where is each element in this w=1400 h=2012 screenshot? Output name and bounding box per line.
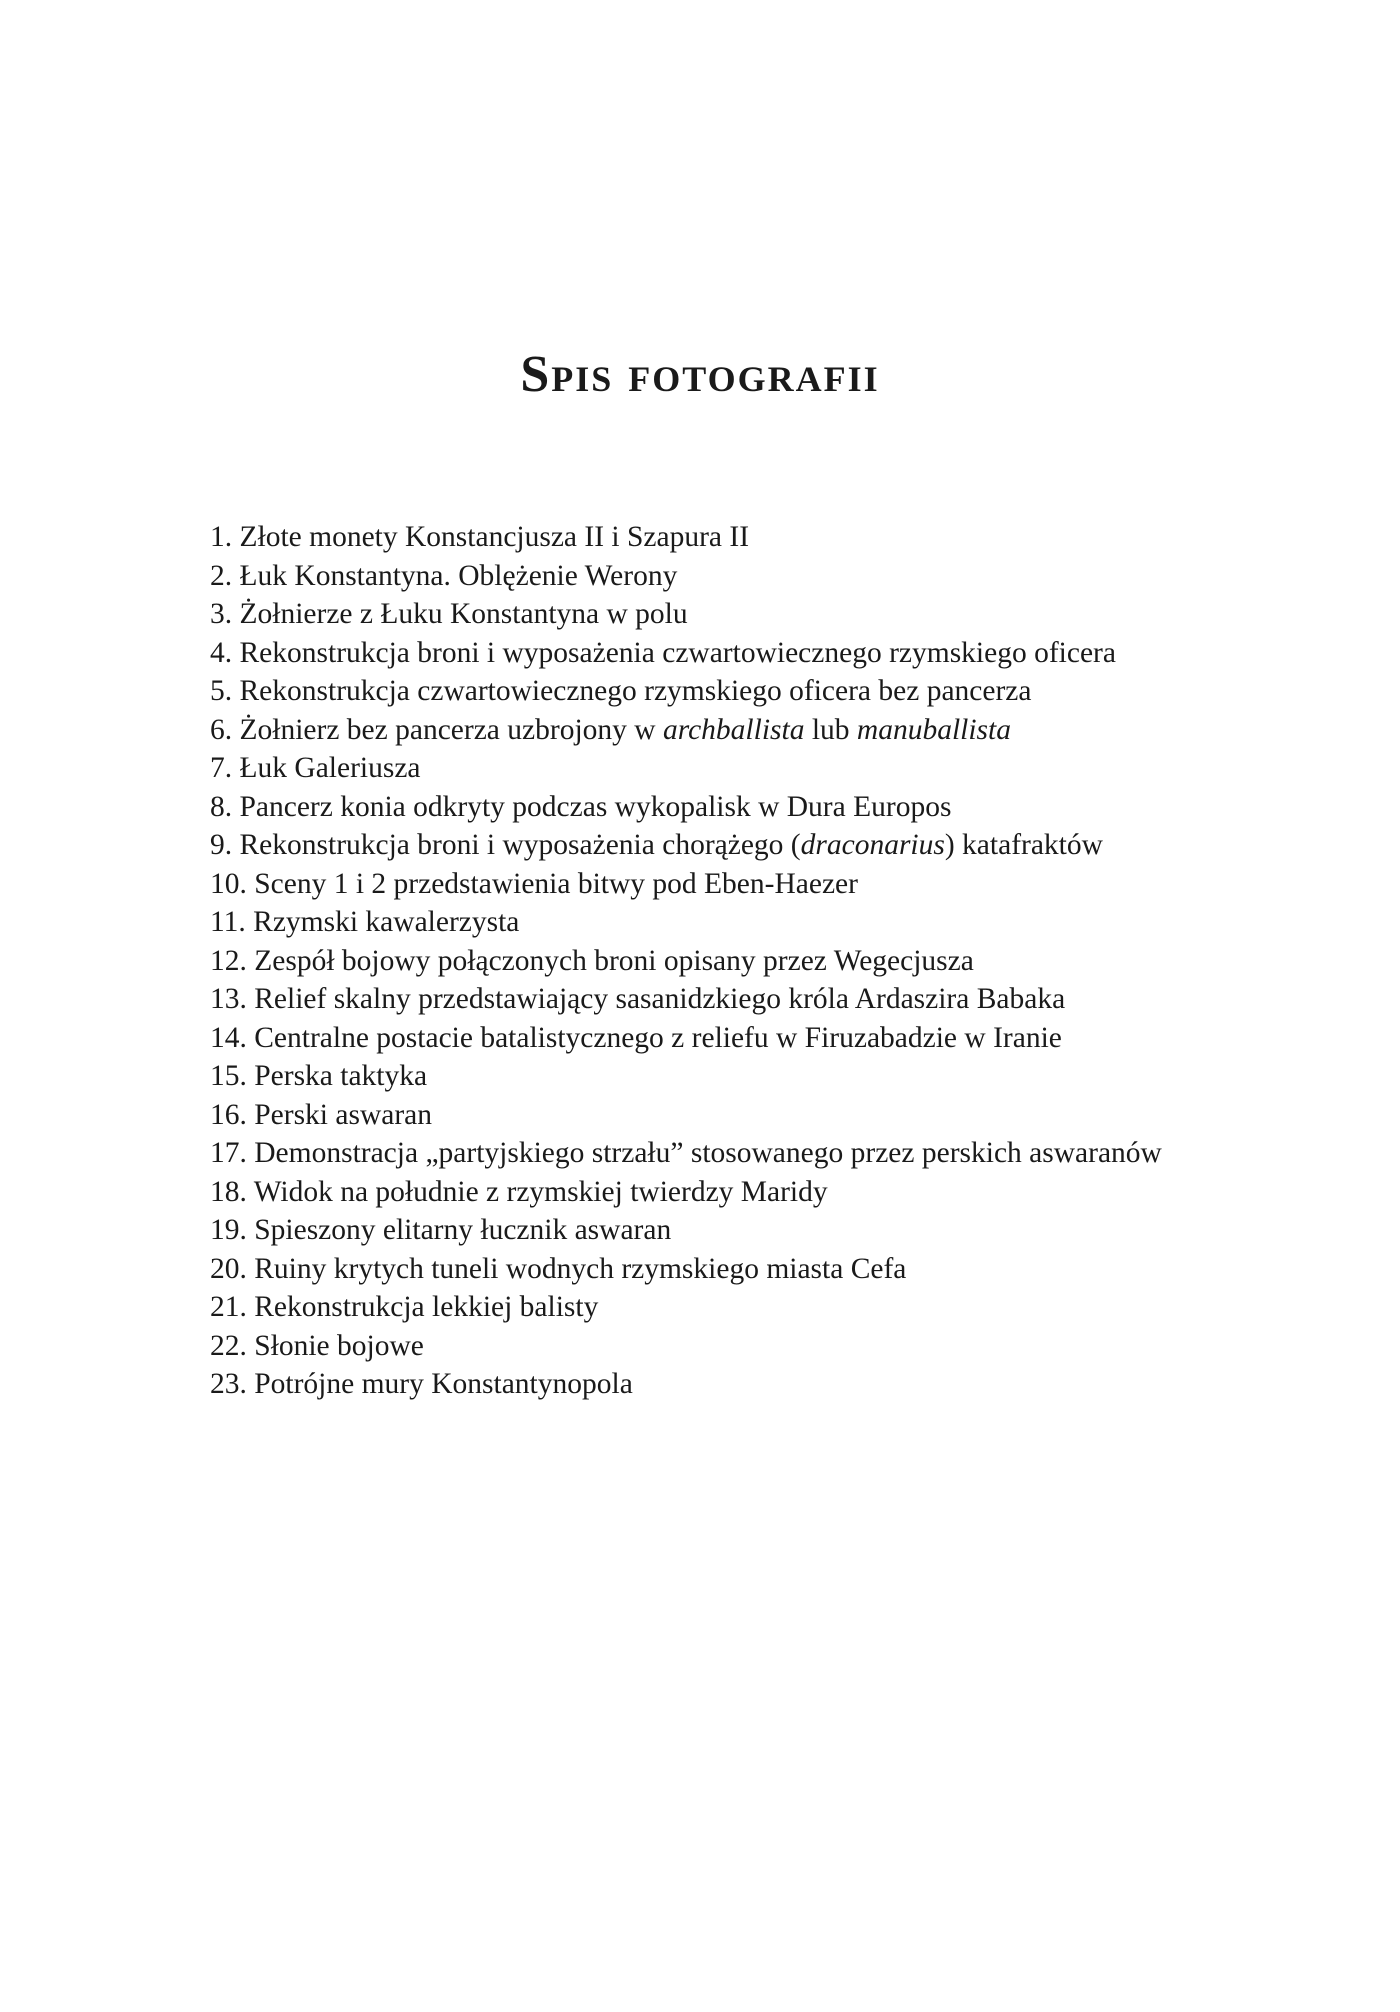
- list-item: [210, 903, 1162, 942]
- list-item: [210, 788, 1162, 827]
- item-text: Demonstracja „partyjskiego strzału” stosowanego przez perskich aswaranów: [254, 1137, 1162, 1169]
- item-text: Łuk Konstantyna. Oblężenie Werony: [239, 559, 678, 592]
- list-item: [210, 865, 1162, 904]
- item-number: 8.: [210, 790, 233, 823]
- item-number: 10.: [210, 867, 247, 900]
- item-text: Perski aswaran: [254, 1098, 433, 1131]
- item-number: 19.: [210, 1214, 247, 1246]
- list-item: [210, 749, 1162, 788]
- list-item: [210, 1096, 1162, 1135]
- item-text: Rzymski kawalerzysta: [253, 906, 520, 938]
- item-number: 6.: [210, 713, 233, 746]
- item-text: Rekonstrukcja broni i wyposażenia czwartowiecznego rzymskiego oficera: [239, 636, 1116, 669]
- list-item: [210, 1057, 1162, 1096]
- list-item: [210, 1173, 1162, 1212]
- item-number: 3.: [210, 598, 233, 630]
- list-item: [210, 518, 1162, 557]
- item-text: Centralne postacie batalistycznego z reliefu w Firuzabadzie w Iranie: [254, 1021, 1062, 1054]
- item-text: Ruiny krytych tuneli wodnych rzymskiego miasta Cefa: [254, 1252, 907, 1285]
- item-number: 2.: [210, 559, 233, 592]
- item-number: 12.: [210, 944, 247, 977]
- item-number: 11.: [210, 906, 246, 938]
- photo-list: [210, 518, 1162, 1404]
- item-number: 14.: [210, 1021, 247, 1054]
- item-text: Pancerz konia odkryty podczas wykopalisk w Dura Europos: [239, 790, 952, 823]
- item-text: Zespół bojowy połączonych broni opisany przez Wegecjusza: [254, 944, 974, 977]
- item-number: 15.: [210, 1060, 247, 1092]
- item-text-part: Żołnierz bez pancerza uzbrojony w: [239, 713, 663, 746]
- item-number: 20.: [210, 1252, 247, 1285]
- list-item: [210, 1365, 1162, 1404]
- item-text: Sceny 1 i 2 przedstawienia bitwy pod Eben-Haezer: [254, 867, 858, 900]
- item-text-part: lub: [804, 713, 857, 746]
- list-item: [210, 826, 1162, 865]
- item-number: 17.: [210, 1137, 247, 1169]
- item-italic-term: archballista: [662, 713, 805, 746]
- item-italic-term: draconarius: [800, 829, 945, 861]
- item-number: 16.: [210, 1098, 247, 1131]
- list-item: [210, 634, 1162, 673]
- item-number: 5.: [210, 675, 233, 707]
- item-italic-term: manuballista: [856, 713, 1011, 746]
- item-number: 21.: [210, 1291, 247, 1323]
- item-number: 7.: [210, 752, 233, 784]
- item-text: Relief skalny przedstawiający sasanidzkiego króla Ardaszira Babaka: [254, 983, 1066, 1015]
- list-item: [210, 1019, 1162, 1058]
- item-text: Spieszony elitarny łucznik aswaran: [254, 1214, 672, 1246]
- item-text-part: ) katafraktów: [944, 829, 1103, 861]
- item-text: Potrójne mury Konstantynopola: [254, 1368, 633, 1400]
- page-title: Spis fotografii: [520, 346, 880, 403]
- item-number: 22.: [210, 1329, 247, 1362]
- list-item: [210, 1327, 1162, 1366]
- list-item: [210, 595, 1162, 634]
- list-item: [210, 942, 1162, 981]
- list-item: [210, 1250, 1162, 1289]
- list-item: [210, 1134, 1162, 1173]
- list-item: [210, 672, 1162, 711]
- item-text-part: Rekonstrukcja broni i wyposażenia chorążego (: [239, 829, 801, 861]
- item-text: Złote monety Konstancjusza II i Szapura II: [239, 521, 750, 553]
- list-item: [210, 1211, 1162, 1250]
- item-text: Słonie bojowe: [254, 1329, 424, 1362]
- list-item: [210, 1288, 1162, 1327]
- item-number: 18.: [210, 1175, 247, 1208]
- item-number: 1.: [210, 521, 233, 553]
- item-text: Perska taktyka: [254, 1060, 428, 1092]
- item-text: Widok na południe z rzymskiej twierdzy Maridy: [253, 1175, 828, 1208]
- item-number: 23.: [210, 1368, 247, 1400]
- item-number: 13.: [210, 983, 247, 1015]
- item-number: 4.: [210, 636, 233, 669]
- list-item: [210, 711, 1162, 750]
- list-item: [210, 980, 1162, 1019]
- item-number: 9.: [210, 829, 233, 861]
- list-item: [210, 557, 1162, 596]
- item-text: Rekonstrukcja czwartowiecznego rzymskiego oficera bez pancerza: [239, 675, 1032, 707]
- item-text: Rekonstrukcja lekkiej balisty: [254, 1291, 599, 1323]
- item-text: Łuk Galeriusza: [239, 752, 421, 784]
- item-text: Żołnierze z Łuku Konstantyna w polu: [239, 598, 688, 630]
